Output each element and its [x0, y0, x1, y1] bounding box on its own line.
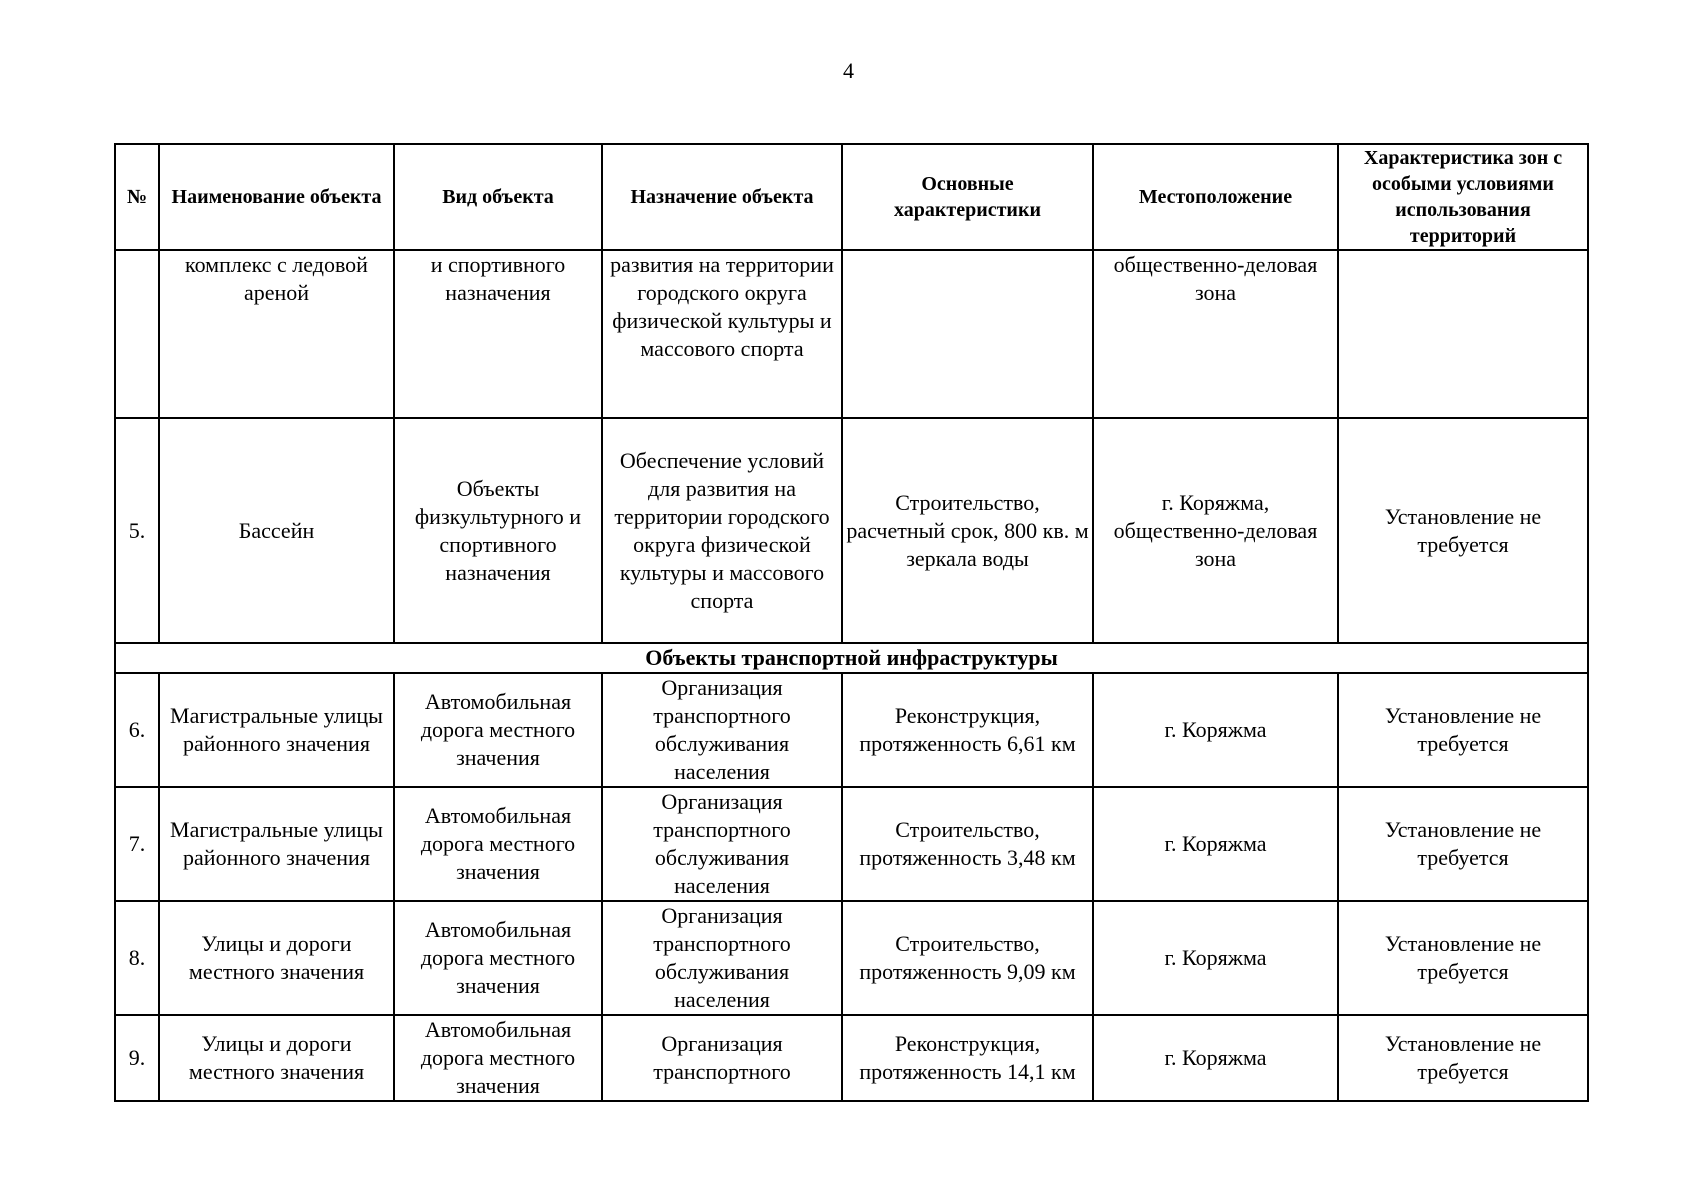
cell-object-type: и спортивного назначения [394, 250, 602, 418]
cell-object-purpose: развития на территории городского округа физической культуры и массового спорта [602, 250, 842, 418]
header-object-name: Наименование объекта [159, 144, 394, 250]
header-object-type: Вид объекта [394, 144, 602, 250]
cell-special-zones: Установление не требуется [1338, 1015, 1588, 1101]
cell-main-characteristics: Строительство, протяженность 9,09 км [842, 901, 1093, 1015]
cell-main-characteristics: Реконструкция, протяженность 6,61 км [842, 673, 1093, 787]
cell-object-type: Автомобильная дорога местного значения [394, 673, 602, 787]
table-row-7 [115, 787, 1588, 901]
section-title: Объекты транспортной инфраструктуры [115, 643, 1588, 673]
cell-object-purpose: Организация транспортного обслуживания населения [602, 901, 842, 1015]
cell-location: общественно-деловая зона [1093, 250, 1338, 418]
cell-object-type: Автомобильная дорога местного значения [394, 901, 602, 1015]
cell-main-characteristics: Реконструкция, протяженность 14,1 км [842, 1015, 1093, 1101]
header-main-characteristics: Основные характеристики [842, 144, 1093, 250]
cell-special-zones: Установление не требуется [1338, 901, 1588, 1015]
cell-location: г. Коряжма [1093, 787, 1338, 901]
planned-objects-table [114, 143, 1589, 1102]
cell-location: г. Коряжма [1093, 1015, 1338, 1101]
cell-special-zones: Установление не требуется [1338, 673, 1588, 787]
page-number: 4 [843, 58, 854, 83]
cell-number [115, 250, 159, 418]
header-number: № [115, 144, 159, 250]
table-row-8 [115, 901, 1588, 1015]
cell-number: 7. [115, 787, 159, 901]
cell-object-purpose: Обеспечение условий для развития на территории городского округа физической культуры и массового спорта [602, 418, 842, 643]
section-row-transport [115, 643, 1588, 673]
header-location: Местоположение [1093, 144, 1338, 250]
cell-object-name: комплекс с ледовой ареной [159, 250, 394, 418]
cell-object-name: Улицы и дороги местного значения [159, 1015, 394, 1101]
cell-object-purpose: Организация транспортного обслуживания населения [602, 673, 842, 787]
cell-number: 6. [115, 673, 159, 787]
cell-special-zones: Установление не требуется [1338, 418, 1588, 643]
cell-object-purpose: Организация транспортного обслуживания населения [602, 787, 842, 901]
cell-object-type: Автомобильная дорога местного значения [394, 787, 602, 901]
cell-object-name: Бассейн [159, 418, 394, 643]
cell-object-type: Автомобильная дорога местного значения [394, 1015, 602, 1101]
cell-object-purpose: Организация транспортного [602, 1015, 842, 1101]
cell-object-name: Магистральные улицы районного значения [159, 673, 394, 787]
cell-special-zones [1338, 250, 1588, 418]
cell-number: 8. [115, 901, 159, 1015]
cell-object-type: Объекты физкультурного и спортивного назначения [394, 418, 602, 643]
cell-location: г. Коряжма [1093, 901, 1338, 1015]
cell-object-name: Улицы и дороги местного значения [159, 901, 394, 1015]
cell-main-characteristics [842, 250, 1093, 418]
table-header-row [115, 144, 1588, 250]
header-special-zones: Характеристика зон с особыми условиями использования территорий [1338, 144, 1588, 250]
cell-main-characteristics: Строительство, протяженность 3,48 км [842, 787, 1093, 901]
cell-location: г. Коряжма [1093, 673, 1338, 787]
cell-number: 5. [115, 418, 159, 643]
cell-special-zones: Установление не требуется [1338, 787, 1588, 901]
cell-object-name: Магистральные улицы районного значения [159, 787, 394, 901]
cell-number: 9. [115, 1015, 159, 1101]
table-row-9 [115, 1015, 1588, 1101]
table-row-5 [115, 418, 1588, 643]
table-row-continuation [115, 250, 1588, 418]
cell-location: г. Коряжма, общественно-деловая зона [1093, 418, 1338, 643]
header-object-purpose: Назначение объекта [602, 144, 842, 250]
cell-main-characteristics: Строительство, расчетный срок, 800 кв. м зеркала воды [842, 418, 1093, 643]
table-row-6 [115, 673, 1588, 787]
